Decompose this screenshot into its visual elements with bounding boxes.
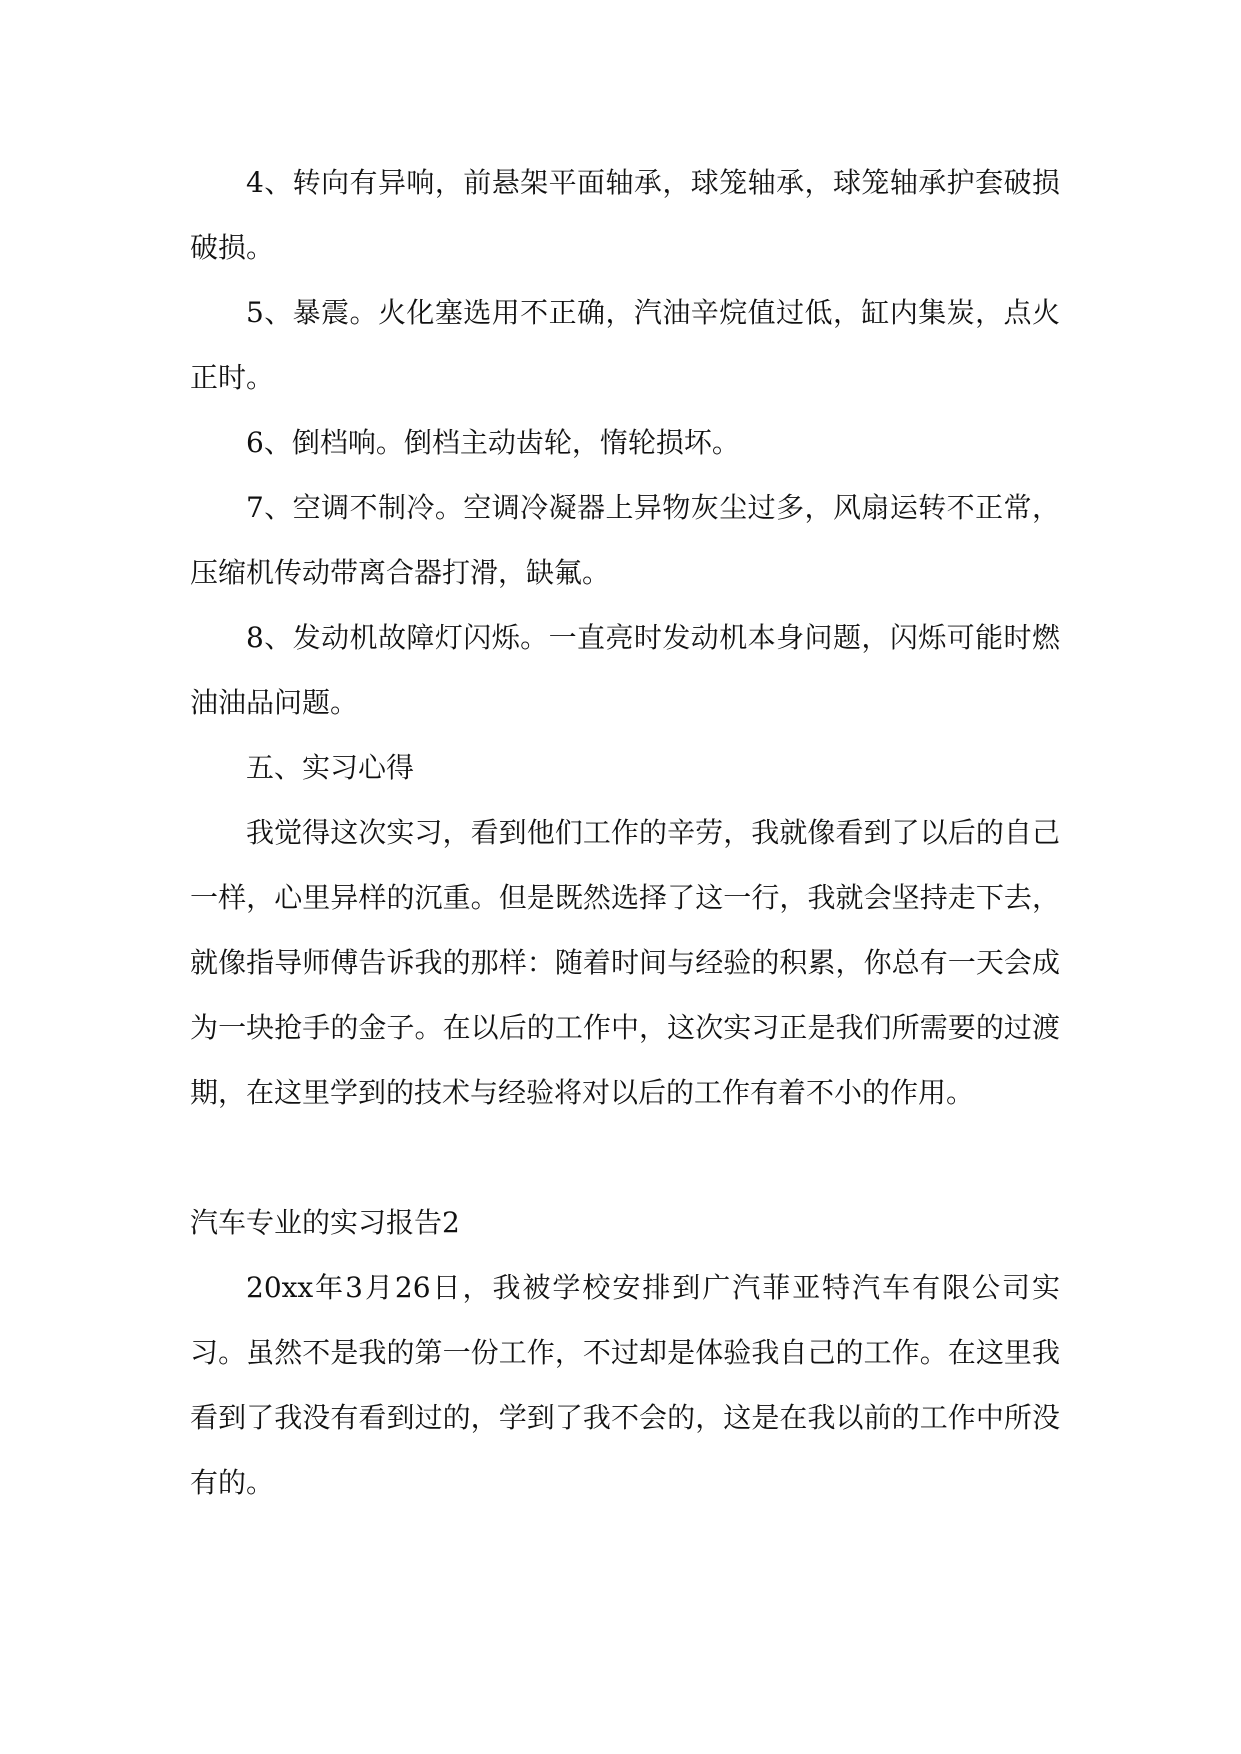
paragraph-report-intro: 20xx年3月26日，我被学校安排到广汽菲亚特汽车有限公司实习。虽然不是我的第一份工作，不过却是体验我自己的工作。在这里我看到了我没有看到过的，学到了我不会的，这是在我以前的工作中所没有的。 bbox=[190, 1271, 1060, 1499]
paragraph-item-6: 6、倒档响。倒档主动齿轮，惰轮损坏。 bbox=[246, 426, 740, 459]
paragraph-reflection: 我觉得这次实习，看到他们工作的辛劳，我就像看到了以后的自己一样，心里异样的沉重。但是既然选择了这一行，我就会坚持走下去，就像指导师傅告诉我的那样：随着时间与经验的积累，你总有一天会成为一块抢手的金子。在以后的工作中，这次实习正是我们所需要的过渡期，在这里学到的技术与经验将对以后的工作有着不小的作用。 bbox=[190, 816, 1060, 1109]
paragraph-item-7: 7、空调不制冷。空调冷凝器上异物灰尘过多，风扇运转不正常，压缩机传动带离合器打滑，缺氟。 bbox=[190, 491, 1060, 589]
section-heading-internship-reflection: 五、实习心得 bbox=[246, 751, 415, 784]
report-title: 汽车专业的实习报告2 bbox=[190, 1206, 460, 1239]
paragraph-item-4: 4、转向有异响，前悬架平面轴承，球笼轴承，球笼轴承护套破损破损。 bbox=[190, 166, 1060, 264]
paragraph-item-5: 5、暴震。火化塞选用不正确，汽油辛烷值过低，缸内集炭，点火正时。 bbox=[190, 296, 1060, 394]
document-page bbox=[190, 150, 1060, 1515]
paragraph-item-8: 8、发动机故障灯闪烁。一直亮时发动机本身问题，闪烁可能时燃油油品问题。 bbox=[190, 621, 1060, 719]
